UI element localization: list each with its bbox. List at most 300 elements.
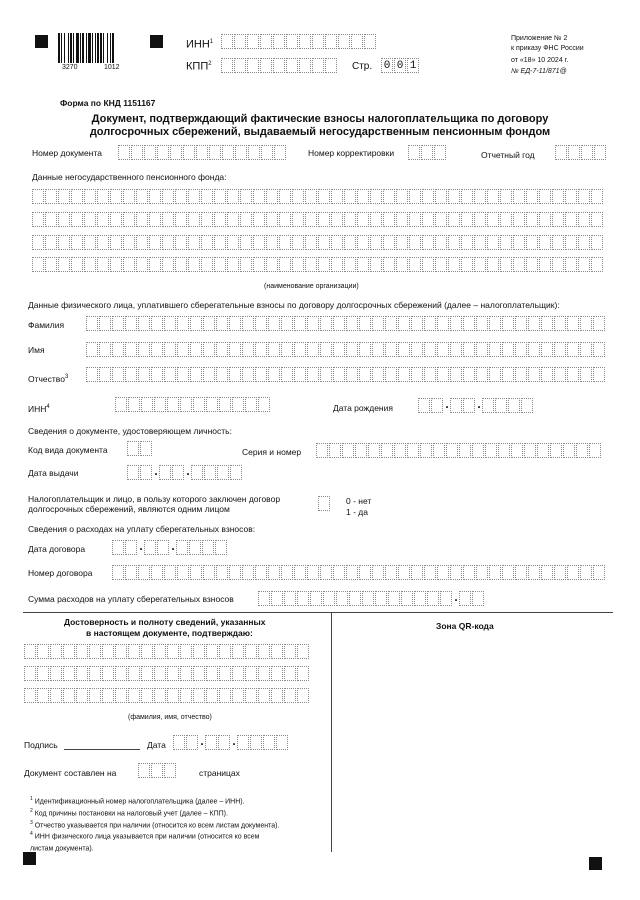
input-cell[interactable] <box>513 235 525 250</box>
input-cell[interactable] <box>437 316 449 331</box>
input-cell[interactable] <box>320 367 332 382</box>
input-cell[interactable] <box>214 235 226 250</box>
input-cell[interactable] <box>45 235 57 250</box>
input-cell[interactable] <box>45 257 57 272</box>
input-cell[interactable] <box>136 257 148 272</box>
input-cell[interactable] <box>203 342 215 357</box>
input-cell[interactable] <box>568 145 580 160</box>
input-cell[interactable] <box>234 34 246 49</box>
input-cell[interactable] <box>515 367 527 382</box>
date-cell[interactable] <box>237 735 249 750</box>
input-cell[interactable] <box>383 212 395 227</box>
input-cell[interactable] <box>565 189 577 204</box>
input-cell[interactable] <box>526 189 538 204</box>
input-cell[interactable] <box>594 145 606 160</box>
date-cell[interactable] <box>508 398 520 413</box>
input-cell[interactable] <box>411 565 423 580</box>
date-cell[interactable] <box>202 540 214 555</box>
sum-cell[interactable] <box>258 591 270 606</box>
input-cell[interactable] <box>502 342 514 357</box>
date-cell[interactable] <box>463 398 475 413</box>
date-cell[interactable] <box>140 465 152 480</box>
input-cell[interactable] <box>513 257 525 272</box>
input-cell[interactable] <box>32 235 44 250</box>
input-cell[interactable] <box>99 316 111 331</box>
input-cell[interactable] <box>333 565 345 580</box>
input-cell[interactable] <box>331 189 343 204</box>
input-cell[interactable] <box>180 666 192 681</box>
input-cell[interactable] <box>76 644 88 659</box>
input-cell[interactable] <box>318 235 330 250</box>
input-cell[interactable] <box>71 257 83 272</box>
input-cell[interactable] <box>333 367 345 382</box>
input-cell[interactable] <box>485 443 497 458</box>
input-cell[interactable] <box>110 235 122 250</box>
input-cell[interactable] <box>221 58 233 73</box>
date-cell[interactable] <box>276 735 288 750</box>
input-cell[interactable] <box>118 145 130 160</box>
input-cell[interactable] <box>232 644 244 659</box>
input-cell[interactable] <box>102 644 114 659</box>
date-cell[interactable] <box>173 735 185 750</box>
input-cell[interactable] <box>370 235 382 250</box>
input-cell[interactable] <box>305 235 317 250</box>
sum-cell[interactable] <box>459 591 471 606</box>
input-cell[interactable] <box>435 235 447 250</box>
input-cell[interactable] <box>71 235 83 250</box>
fund-name-row-4[interactable] <box>32 257 604 272</box>
input-cell[interactable] <box>528 316 540 331</box>
input-cell[interactable] <box>500 257 512 272</box>
correction-number-cells[interactable] <box>408 145 447 160</box>
date-cell[interactable] <box>217 465 229 480</box>
input-cell[interactable] <box>138 316 150 331</box>
input-cell[interactable] <box>175 235 187 250</box>
input-cell[interactable] <box>175 257 187 272</box>
date-cell[interactable] <box>230 465 242 480</box>
input-cell[interactable] <box>437 367 449 382</box>
input-cell[interactable] <box>580 565 592 580</box>
input-cell[interactable] <box>255 367 267 382</box>
input-cell[interactable] <box>97 212 109 227</box>
input-cell[interactable] <box>232 688 244 703</box>
input-cell[interactable] <box>489 316 501 331</box>
date-cell[interactable] <box>159 465 171 480</box>
input-cell[interactable] <box>84 235 96 250</box>
input-cell[interactable] <box>242 342 254 357</box>
input-cell[interactable] <box>242 367 254 382</box>
input-cell[interactable] <box>258 666 270 681</box>
input-cell[interactable] <box>115 666 127 681</box>
doc-kind-cells[interactable] <box>127 441 153 456</box>
input-cell[interactable] <box>364 34 376 49</box>
input-cell[interactable] <box>102 666 114 681</box>
input-cell[interactable] <box>498 443 510 458</box>
input-cell[interactable] <box>383 235 395 250</box>
input-cell[interactable] <box>593 367 605 382</box>
input-cell[interactable] <box>240 235 252 250</box>
input-cell[interactable] <box>123 235 135 250</box>
input-cell[interactable] <box>294 342 306 357</box>
input-cell[interactable] <box>463 565 475 580</box>
input-cell[interactable] <box>149 257 161 272</box>
input-cell[interactable] <box>284 688 296 703</box>
input-cell[interactable] <box>424 367 436 382</box>
input-cell[interactable] <box>151 316 163 331</box>
input-cell[interactable] <box>329 443 341 458</box>
input-cell[interactable] <box>97 257 109 272</box>
input-cell[interactable] <box>227 212 239 227</box>
input-cell[interactable] <box>110 212 122 227</box>
input-cell[interactable] <box>368 443 380 458</box>
input-cell[interactable] <box>206 644 218 659</box>
input-cell[interactable] <box>219 397 231 412</box>
input-cell[interactable] <box>578 257 590 272</box>
input-cell[interactable] <box>459 443 471 458</box>
input-cell[interactable] <box>385 565 397 580</box>
input-cell[interactable] <box>164 342 176 357</box>
input-cell[interactable] <box>351 34 363 49</box>
input-cell[interactable] <box>526 212 538 227</box>
input-cell[interactable] <box>299 34 311 49</box>
input-cell[interactable] <box>219 688 231 703</box>
input-cell[interactable] <box>541 342 553 357</box>
input-cell[interactable] <box>115 688 127 703</box>
taxpayer-inn-cells[interactable] <box>115 397 271 412</box>
date-cell[interactable] <box>418 398 430 413</box>
input-cell[interactable] <box>227 235 239 250</box>
input-cell[interactable] <box>138 565 150 580</box>
sum-cell[interactable] <box>375 591 387 606</box>
input-cell[interactable] <box>260 58 272 73</box>
input-cell[interactable] <box>183 145 195 160</box>
input-cell[interactable] <box>565 257 577 272</box>
input-cell[interactable] <box>273 58 285 73</box>
input-cell[interactable] <box>284 644 296 659</box>
date-cell[interactable] <box>176 540 188 555</box>
input-cell[interactable] <box>591 257 603 272</box>
input-cell[interactable] <box>141 688 153 703</box>
input-cell[interactable] <box>357 189 369 204</box>
input-cell[interactable] <box>398 342 410 357</box>
date-cell[interactable] <box>482 398 494 413</box>
input-cell[interactable] <box>248 145 260 160</box>
input-cell[interactable] <box>578 235 590 250</box>
input-cell[interactable] <box>201 235 213 250</box>
fund-name-row-2[interactable] <box>32 212 604 227</box>
input-cell[interactable] <box>550 443 562 458</box>
input-cell[interactable] <box>245 644 257 659</box>
input-cell[interactable] <box>589 443 601 458</box>
input-cell[interactable] <box>578 189 590 204</box>
input-cell[interactable] <box>312 34 324 49</box>
input-cell[interactable] <box>149 235 161 250</box>
input-cell[interactable] <box>128 644 140 659</box>
input-cell[interactable] <box>203 316 215 331</box>
input-cell[interactable] <box>279 257 291 272</box>
input-cell[interactable] <box>234 58 246 73</box>
input-cell[interactable] <box>281 316 293 331</box>
input-cell[interactable] <box>110 189 122 204</box>
input-cell[interactable] <box>206 666 218 681</box>
input-cell[interactable] <box>292 235 304 250</box>
input-cell[interactable] <box>421 145 433 160</box>
input-cell[interactable] <box>344 235 356 250</box>
input-cell[interactable] <box>268 316 280 331</box>
input-cell[interactable] <box>240 257 252 272</box>
input-cell[interactable] <box>537 443 549 458</box>
input-cell[interactable] <box>175 212 187 227</box>
input-cell[interactable] <box>463 342 475 357</box>
input-cell[interactable] <box>370 212 382 227</box>
input-cell[interactable] <box>539 189 551 204</box>
header-inn-cells[interactable] <box>221 34 377 49</box>
input-cell[interactable] <box>411 367 423 382</box>
input-cell[interactable] <box>63 644 75 659</box>
input-cell[interactable] <box>372 342 384 357</box>
input-cell[interactable] <box>219 666 231 681</box>
input-cell[interactable] <box>24 666 36 681</box>
input-cell[interactable] <box>487 257 499 272</box>
input-cell[interactable] <box>346 342 358 357</box>
input-cell[interactable] <box>385 316 397 331</box>
input-cell[interactable] <box>555 145 567 160</box>
input-cell[interactable] <box>448 189 460 204</box>
input-cell[interactable] <box>292 212 304 227</box>
sum-cell[interactable] <box>414 591 426 606</box>
input-cell[interactable] <box>45 189 57 204</box>
input-cell[interactable] <box>201 189 213 204</box>
input-cell[interactable] <box>190 316 202 331</box>
input-cell[interactable] <box>515 342 527 357</box>
input-cell[interactable] <box>284 666 296 681</box>
input-cell[interactable] <box>281 367 293 382</box>
input-cell[interactable] <box>292 257 304 272</box>
input-cell[interactable] <box>411 316 423 331</box>
input-cell[interactable] <box>167 644 179 659</box>
input-cell[interactable] <box>229 342 241 357</box>
input-cell[interactable] <box>271 666 283 681</box>
input-cell[interactable] <box>333 316 345 331</box>
input-cell[interactable] <box>372 316 384 331</box>
expense-sum-cells[interactable] <box>258 591 485 606</box>
input-cell[interactable] <box>396 257 408 272</box>
input-cell[interactable] <box>141 666 153 681</box>
input-cell[interactable] <box>474 189 486 204</box>
input-cell[interactable] <box>141 644 153 659</box>
input-cell[interactable] <box>318 189 330 204</box>
input-cell[interactable] <box>177 316 189 331</box>
date-cell[interactable] <box>521 398 533 413</box>
input-cell[interactable] <box>541 316 553 331</box>
date-cell[interactable] <box>157 540 169 555</box>
input-cell[interactable] <box>409 189 421 204</box>
input-cell[interactable] <box>167 666 179 681</box>
input-cell[interactable] <box>474 235 486 250</box>
input-cell[interactable] <box>297 688 309 703</box>
input-cell[interactable] <box>125 565 137 580</box>
input-cell[interactable] <box>170 145 182 160</box>
input-cell[interactable] <box>216 367 228 382</box>
input-cell[interactable] <box>359 316 371 331</box>
page-digit-cell[interactable]: 0 <box>381 58 393 73</box>
input-cell[interactable] <box>253 235 265 250</box>
input-cell[interactable] <box>565 212 577 227</box>
input-cell[interactable] <box>167 688 179 703</box>
input-cell[interactable] <box>162 235 174 250</box>
input-cell[interactable] <box>247 34 259 49</box>
input-cell[interactable] <box>409 257 421 272</box>
input-cell[interactable] <box>190 565 202 580</box>
input-cell[interactable] <box>591 189 603 204</box>
input-cell[interactable] <box>99 342 111 357</box>
input-cell[interactable] <box>258 688 270 703</box>
input-cell[interactable] <box>149 189 161 204</box>
same-person-cell[interactable] <box>318 496 331 511</box>
input-cell[interactable] <box>164 763 176 778</box>
input-cell[interactable] <box>258 397 270 412</box>
input-cell[interactable] <box>409 212 421 227</box>
input-cell[interactable] <box>474 257 486 272</box>
input-cell[interactable] <box>221 34 233 49</box>
input-cell[interactable] <box>398 316 410 331</box>
input-cell[interactable] <box>255 565 267 580</box>
date-cell[interactable] <box>204 465 216 480</box>
sum-cell[interactable] <box>427 591 439 606</box>
input-cell[interactable] <box>216 342 228 357</box>
fund-name-row-1[interactable] <box>32 189 604 204</box>
input-cell[interactable] <box>355 443 367 458</box>
input-cell[interactable] <box>261 145 273 160</box>
input-cell[interactable] <box>206 397 218 412</box>
input-cell[interactable] <box>593 342 605 357</box>
input-cell[interactable] <box>305 257 317 272</box>
input-cell[interactable] <box>151 763 163 778</box>
input-cell[interactable] <box>151 565 163 580</box>
input-cell[interactable] <box>446 443 458 458</box>
signer-name-row-3[interactable] <box>24 688 310 703</box>
doc-number-cells[interactable] <box>118 145 287 160</box>
input-cell[interactable] <box>472 443 484 458</box>
input-cell[interactable] <box>593 316 605 331</box>
input-cell[interactable] <box>500 235 512 250</box>
input-cell[interactable] <box>434 145 446 160</box>
input-cell[interactable] <box>128 666 140 681</box>
input-cell[interactable] <box>450 342 462 357</box>
input-cell[interactable] <box>32 212 44 227</box>
input-cell[interactable] <box>63 688 75 703</box>
sum-cell[interactable] <box>349 591 361 606</box>
input-cell[interactable] <box>487 189 499 204</box>
input-cell[interactable] <box>461 189 473 204</box>
input-cell[interactable] <box>318 496 330 511</box>
input-cell[interactable] <box>331 235 343 250</box>
input-cell[interactable] <box>420 443 432 458</box>
input-cell[interactable] <box>268 367 280 382</box>
input-cell[interactable] <box>513 189 525 204</box>
sum-cell[interactable] <box>336 591 348 606</box>
input-cell[interactable] <box>86 316 98 331</box>
input-cell[interactable] <box>216 316 228 331</box>
input-cell[interactable] <box>565 235 577 250</box>
input-cell[interactable] <box>144 145 156 160</box>
input-cell[interactable] <box>84 189 96 204</box>
input-cell[interactable] <box>138 763 150 778</box>
date-cell[interactable] <box>127 465 139 480</box>
input-cell[interactable] <box>138 367 150 382</box>
input-cell[interactable] <box>450 367 462 382</box>
series-number-cells[interactable] <box>316 443 602 458</box>
input-cell[interactable] <box>450 565 462 580</box>
input-cell[interactable] <box>524 443 536 458</box>
input-cell[interactable] <box>266 257 278 272</box>
input-cell[interactable] <box>487 235 499 250</box>
input-cell[interactable] <box>274 145 286 160</box>
input-cell[interactable] <box>180 688 192 703</box>
date-cell[interactable] <box>191 465 203 480</box>
input-cell[interactable] <box>591 212 603 227</box>
input-cell[interactable] <box>476 316 488 331</box>
input-cell[interactable] <box>125 316 137 331</box>
input-cell[interactable] <box>123 189 135 204</box>
input-cell[interactable] <box>450 316 462 331</box>
input-cell[interactable] <box>128 397 140 412</box>
input-cell[interactable] <box>32 189 44 204</box>
input-cell[interactable] <box>502 316 514 331</box>
issue-date-cells[interactable] <box>127 465 243 480</box>
input-cell[interactable] <box>258 644 270 659</box>
input-cell[interactable] <box>32 257 44 272</box>
input-cell[interactable] <box>71 212 83 227</box>
input-cell[interactable] <box>513 212 525 227</box>
input-cell[interactable] <box>86 342 98 357</box>
input-cell[interactable] <box>580 316 592 331</box>
page-number-cells[interactable] <box>381 58 420 73</box>
input-cell[interactable] <box>281 342 293 357</box>
input-cell[interactable] <box>554 565 566 580</box>
input-cell[interactable] <box>154 644 166 659</box>
input-cell[interactable] <box>214 257 226 272</box>
input-cell[interactable] <box>222 145 234 160</box>
sum-cell[interactable] <box>310 591 322 606</box>
input-cell[interactable] <box>294 316 306 331</box>
input-cell[interactable] <box>448 257 460 272</box>
input-cell[interactable] <box>474 212 486 227</box>
input-cell[interactable] <box>318 257 330 272</box>
input-cell[interactable] <box>580 367 592 382</box>
input-cell[interactable] <box>253 189 265 204</box>
input-cell[interactable] <box>502 367 514 382</box>
input-cell[interactable] <box>307 367 319 382</box>
input-cell[interactable] <box>193 397 205 412</box>
input-cell[interactable] <box>299 58 311 73</box>
input-cell[interactable] <box>180 397 192 412</box>
input-cell[interactable] <box>408 145 420 160</box>
input-cell[interactable] <box>541 367 553 382</box>
input-cell[interactable] <box>567 565 579 580</box>
input-cell[interactable] <box>554 342 566 357</box>
input-cell[interactable] <box>316 443 328 458</box>
input-cell[interactable] <box>396 212 408 227</box>
input-cell[interactable] <box>266 212 278 227</box>
input-cell[interactable] <box>297 666 309 681</box>
input-cell[interactable] <box>294 565 306 580</box>
sum-cell[interactable] <box>401 591 413 606</box>
input-cell[interactable] <box>201 212 213 227</box>
page-digit-cell[interactable]: 0 <box>394 58 406 73</box>
date-cell[interactable] <box>125 540 137 555</box>
input-cell[interactable] <box>526 257 538 272</box>
